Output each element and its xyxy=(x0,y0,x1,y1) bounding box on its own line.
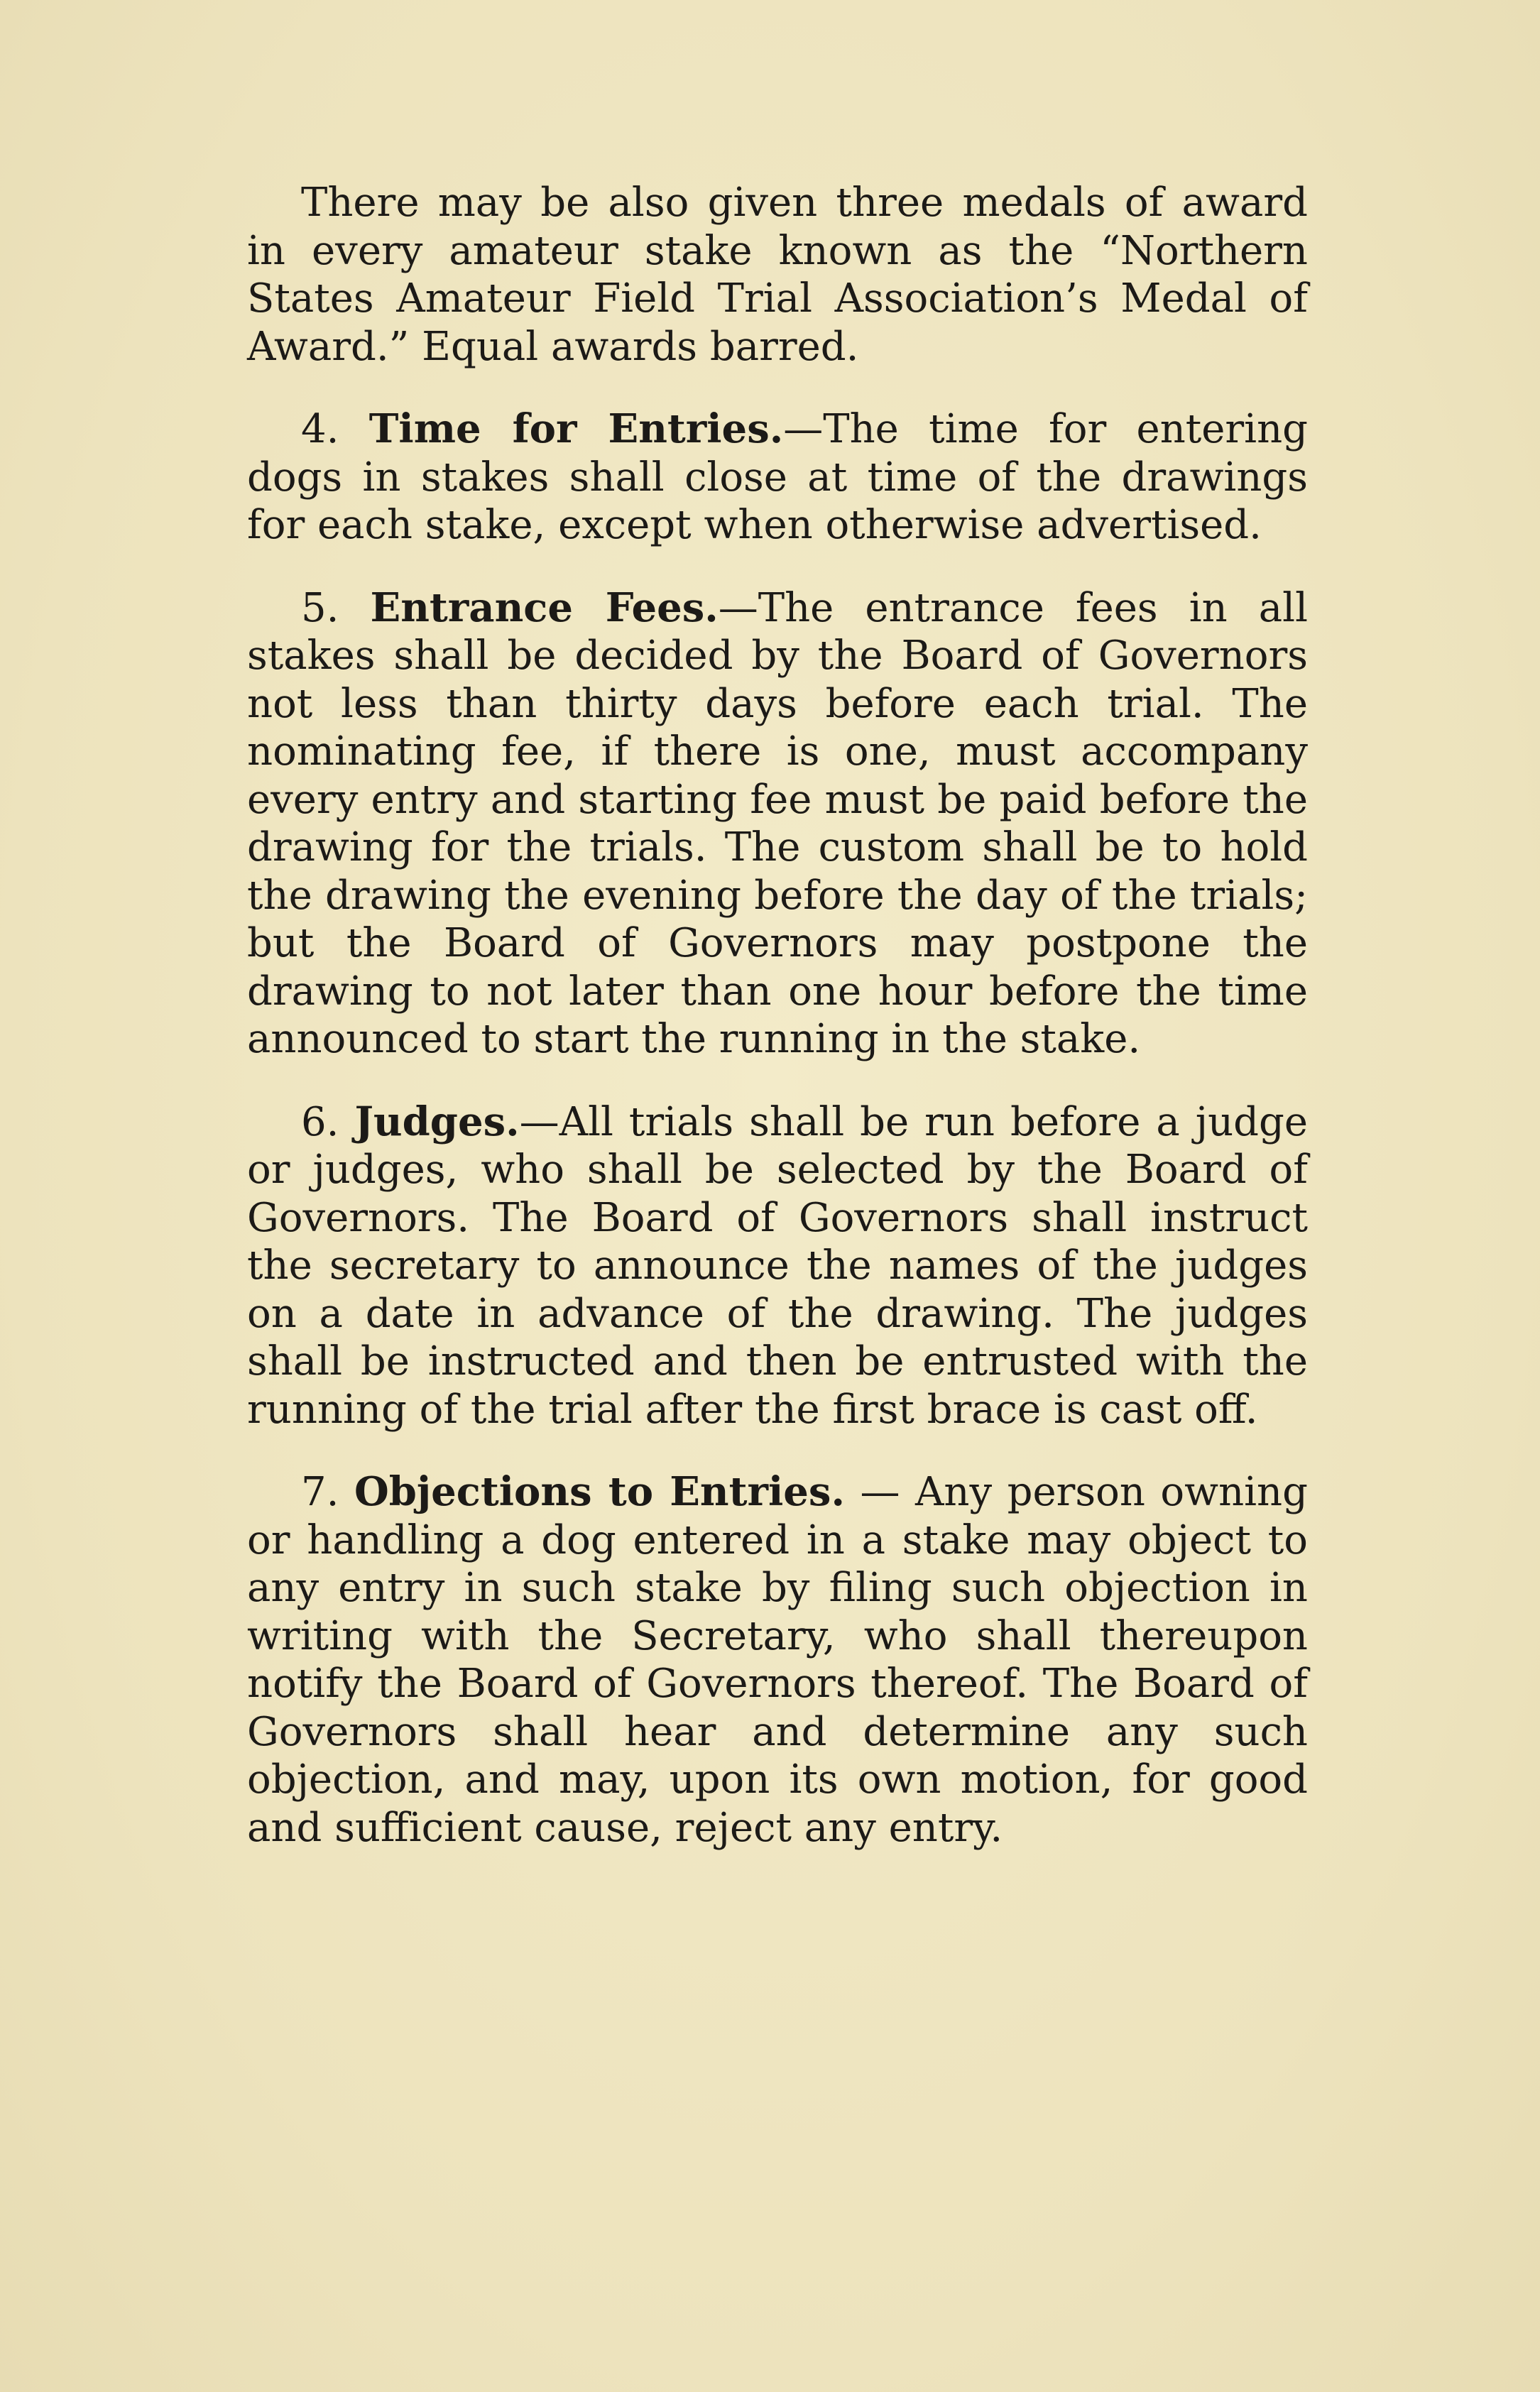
paragraph-body: There may be also given three medals of award in every amateur stake known as the “Northern States Amateur Field Trial Association’s Medal of Award.” Equal awards barred. xyxy=(247,180,1308,370)
section-heading: Objections to Entries. xyxy=(354,1468,845,1515)
paragraph-objections-to-entries xyxy=(247,1468,1308,1852)
paragraph-body: — Any person owning or handling a dog entered in a stake may object to any entry in such stake by filing such objection in writing with the Secretary, who shall thereupon notify the Board of Governors thereof. The Board of Governors shall hear and determine any such objection, and may, upon its own motion, for good and sufficient cause, reject any entry. xyxy=(247,1469,1308,1851)
section-number: 4. xyxy=(301,406,339,452)
paragraph-entrance-fees xyxy=(247,584,1308,1064)
paragraph-time-for-entries xyxy=(247,405,1308,550)
section-heading: Judges. xyxy=(354,1098,520,1145)
section-heading: Entrance Fees. xyxy=(370,584,719,631)
section-number: 5. xyxy=(301,584,339,631)
section-number: 6. xyxy=(301,1098,339,1145)
paragraph-body: —The entrance fees in all stakes shall be decided by the Board of Governors not less than thirty days before each trial. The nominating fee, if there is one, must accompany every entry and starting fee must be paid before the drawing for the trials. The custom shall be to hold the drawing the evening before the day of the trials; but the Board of Governors may postpone the drawing to not later than one hour before the time announced to start the running in the stake. xyxy=(247,584,1308,1062)
paragraph-body: —All trials shall be run before a judge or judges, who shall be selected by the Board of Governors. The Board of Governors shall instruct the secretary to announce the names of the judges on a date in advance of the drawing. The judges shall be instructed and then be entrusted with the running of the trial after the first brace is cast off. xyxy=(247,1098,1308,1433)
paragraph-judges xyxy=(247,1098,1308,1434)
paragraph-medals xyxy=(247,179,1308,371)
rules-text xyxy=(247,179,1308,1886)
paragraph-body: —The time for entering dogs in stakes shall close at time of the drawings for each stake, except when otherwise advertised. xyxy=(247,406,1308,548)
section-heading: Time for Entries. xyxy=(368,405,784,452)
section-number: 7. xyxy=(301,1469,339,1515)
